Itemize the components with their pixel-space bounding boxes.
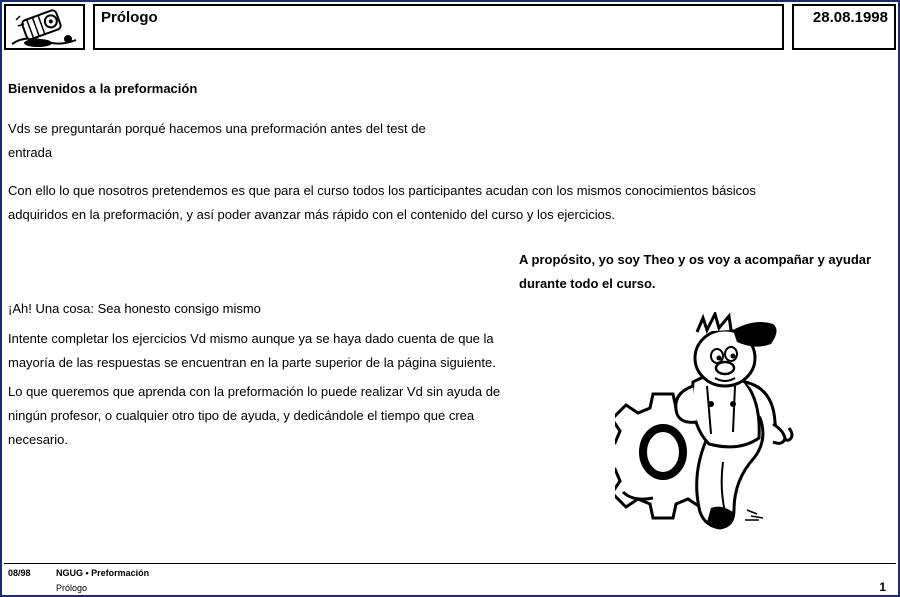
footer-code: 08/98 — [8, 568, 31, 578]
logo-box — [4, 4, 85, 50]
paragraph-5-line-3: necesario. — [8, 432, 68, 447]
theo-intro-line-2: durante todo el curso. — [519, 276, 656, 291]
section-heading: Bienvenidos a la preformación — [8, 81, 198, 96]
paragraph-5-line-2: ningún profesor, o cualquier otro tipo de ayuda, y dedicándole el tiempo que crea — [8, 408, 475, 423]
page-title: Prólogo — [101, 9, 158, 26]
theo-mascot-icon — [615, 312, 800, 534]
paragraph-4-line-1: Intente completar los ejercicios Vd mismo aunque ya se haya dado cuenta de que la — [8, 331, 494, 346]
page-number: 1 — [879, 580, 886, 594]
theo-intro-line-1: A propósito, yo soy Theo y os voy a acompañar y ayudar — [519, 252, 872, 267]
paragraph-2-line-2: adquiridos en la preformación, y así poder avanzar más rápido con el contenido del curso y los ejercicios. — [8, 207, 615, 222]
paragraph-2-line-1: Con ello lo que nosotros pretendemos es que para el curso todos los participantes acudan con los mismos conocimientos básicos — [8, 183, 756, 198]
intro-text-line-2: entrada — [8, 145, 53, 160]
date-box — [792, 4, 896, 50]
page-date: 28.08.1998 — [812, 9, 888, 26]
honest-note: ¡Ah! Una cosa: Sea honesto consigo mismo — [8, 301, 261, 316]
paragraph-5-line-1: Lo que queremos que aprenda con la preformación lo puede realizar Vd sin ayuda de — [8, 384, 501, 399]
footer-divider — [4, 563, 896, 564]
vw-logo-icon — [6, 6, 83, 48]
paragraph-4-line-2: mayoría de las respuestas se encuentran en la parte superior de la página siguiente. — [8, 355, 496, 370]
footer-section: Prólogo — [56, 583, 88, 593]
title-box — [93, 4, 784, 50]
footer-series: NGUG • Preformación — [56, 568, 150, 578]
intro-text-line-1: Vds se preguntarán porqué hacemos una preformación antes del test de — [8, 121, 426, 136]
